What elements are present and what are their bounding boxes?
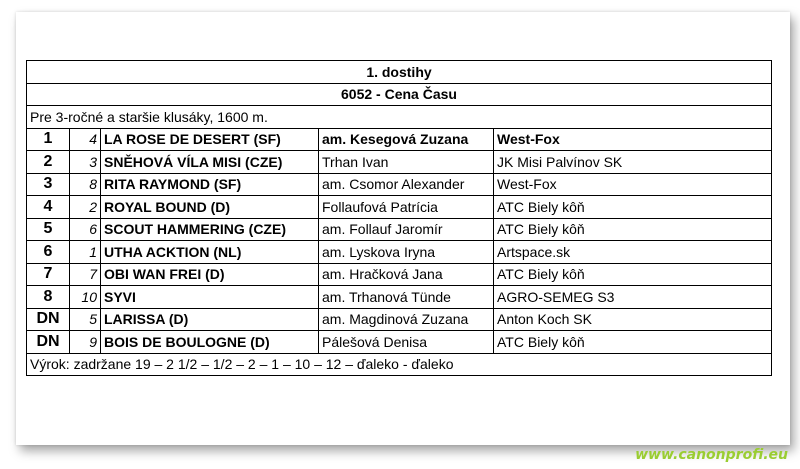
results-table [26, 60, 772, 376]
result-row [27, 286, 772, 309]
start-number-cell: 4 [70, 128, 101, 151]
place-cell: DN [27, 308, 70, 331]
driver-cell: Follaufová Patrícia [319, 196, 494, 219]
start-number-cell: 10 [70, 286, 101, 309]
place-cell: 7 [27, 263, 70, 286]
start-number-cell: 6 [70, 218, 101, 241]
start-number-cell: 3 [70, 151, 101, 174]
horse-name-cell: BOIS DE BOULOGNE (D) [101, 331, 319, 354]
results-card [16, 12, 790, 445]
start-number-cell: 2 [70, 196, 101, 219]
horse-name-cell: SCOUT HAMMERING (CZE) [101, 218, 319, 241]
horse-name-cell: SYVI [101, 286, 319, 309]
driver-cell: am. Hračková Jana [319, 263, 494, 286]
horse-name-cell: SNĚHOVÁ VÍLA MISI (CZE) [101, 151, 319, 174]
driver-cell: Trhan Ivan [319, 151, 494, 174]
place-cell: 4 [27, 196, 70, 219]
horse-name-cell: LA ROSE DE DESERT (SF) [101, 128, 319, 151]
race-number: 1. dostihy [27, 61, 772, 84]
place-cell: 8 [27, 286, 70, 309]
owner-cell: ATC Biely kôň [494, 263, 772, 286]
driver-cell: am. Lyskova Iryna [319, 241, 494, 264]
driver-cell: am. Kesegová Zuzana [319, 128, 494, 151]
result-row [27, 241, 772, 264]
place-cell: 2 [27, 151, 70, 174]
owner-cell: ATC Biely kôň [494, 331, 772, 354]
result-row [27, 218, 772, 241]
place-cell: DN [27, 331, 70, 354]
result-row [27, 128, 772, 151]
place-cell: 1 [27, 128, 70, 151]
driver-cell: am. Follauf Jaromír [319, 218, 494, 241]
watermark: www.canonprofi.eu [635, 447, 788, 463]
result-row [27, 308, 772, 331]
result-row [27, 151, 772, 174]
owner-cell: ATC Biely kôň [494, 196, 772, 219]
owner-cell: Artspace.sk [494, 241, 772, 264]
owner-cell: West-Fox [494, 173, 772, 196]
race-name: 6052 - Cena Času [27, 83, 772, 106]
owner-cell: Anton Koch SK [494, 308, 772, 331]
driver-cell: am. Magdinová Zuzana [319, 308, 494, 331]
race-name-row [27, 83, 772, 106]
race-conditions: Pre 3-ročné a staršie klusáky, 1600 m. [27, 106, 772, 129]
race-number-row [27, 61, 772, 84]
place-cell: 3 [27, 173, 70, 196]
result-row [27, 331, 772, 354]
place-cell: 5 [27, 218, 70, 241]
owner-cell: West-Fox [494, 128, 772, 151]
verdict: Výrok: zadržane 19 – 2 1/2 – 1/2 – 2 – 1 – 10 – 12 – ďaleko - ďaleko [27, 353, 772, 376]
result-row [27, 173, 772, 196]
driver-cell: am. Csomor Alexander [319, 173, 494, 196]
horse-name-cell: LARISSA (D) [101, 308, 319, 331]
race-conditions-row [27, 106, 772, 129]
result-row [27, 196, 772, 219]
driver-cell: Pálešová Denisa [319, 331, 494, 354]
driver-cell: am. Trhanová Tünde [319, 286, 494, 309]
start-number-cell: 5 [70, 308, 101, 331]
place-cell: 6 [27, 241, 70, 264]
owner-cell: AGRO-SEMEG S3 [494, 286, 772, 309]
result-row [27, 263, 772, 286]
horse-name-cell: OBI WAN FREI (D) [101, 263, 319, 286]
start-number-cell: 9 [70, 331, 101, 354]
owner-cell: JK Misi Palvínov SK [494, 151, 772, 174]
horse-name-cell: RITA RAYMOND (SF) [101, 173, 319, 196]
start-number-cell: 1 [70, 241, 101, 264]
start-number-cell: 8 [70, 173, 101, 196]
owner-cell: ATC Biely kôň [494, 218, 772, 241]
verdict-row [27, 353, 772, 376]
horse-name-cell: ROYAL BOUND (D) [101, 196, 319, 219]
start-number-cell: 7 [70, 263, 101, 286]
horse-name-cell: UTHA ACKTION (NL) [101, 241, 319, 264]
